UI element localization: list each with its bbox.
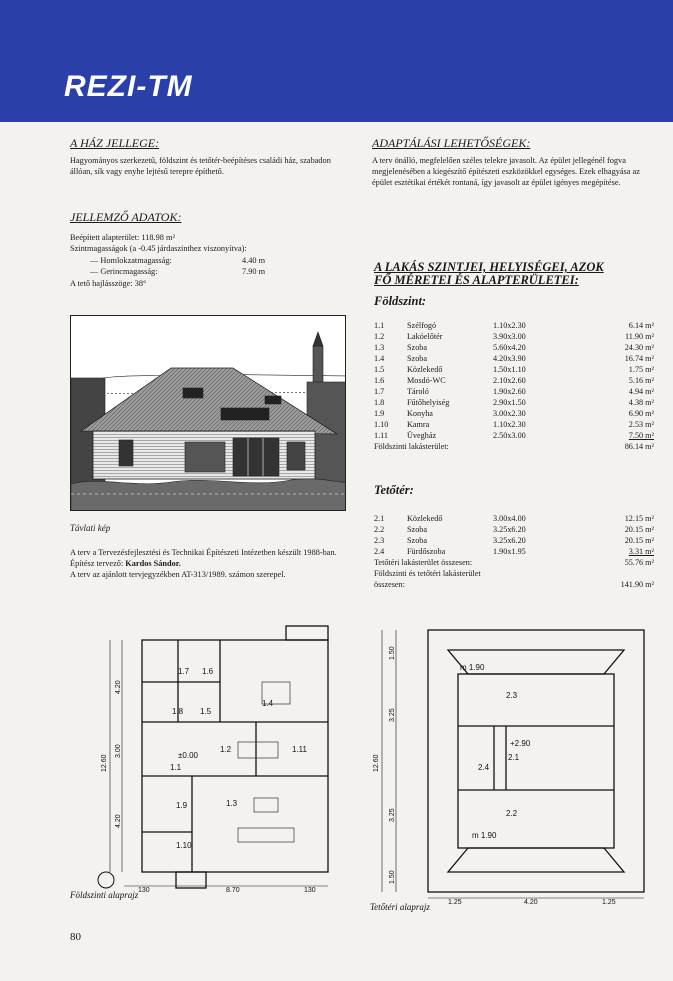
room-dim: 1.10x2.30 xyxy=(493,420,526,429)
room-dim: 1.90x2.60 xyxy=(493,387,526,396)
room-name: Szoba xyxy=(407,536,428,545)
room-row xyxy=(374,331,654,342)
ground-label: 1.3 xyxy=(226,799,238,808)
ground-label: 1.10 xyxy=(176,841,192,850)
total-label: összesen: xyxy=(374,580,405,589)
ground-label: 1.1 xyxy=(170,763,182,772)
room-area: 4.94 m² xyxy=(628,387,654,396)
room-area: 6.90 m² xyxy=(628,409,654,418)
room-code: 1.1 xyxy=(374,321,385,330)
attic-heading: Tetőtér: xyxy=(374,483,414,497)
room-code: 1.11 xyxy=(374,431,389,440)
room-name: Tároló xyxy=(407,387,429,396)
ground-dim: 4.20 xyxy=(115,814,122,828)
total-label: Földszinti lakásterület: xyxy=(374,442,449,451)
room-dim: 3.00x4.00 xyxy=(493,514,526,523)
ground-label: 1.6 xyxy=(202,667,214,676)
rooms-heading-1: A LAKÁS SZINTJEI, HELYISÉGEI, AZOK xyxy=(374,260,604,274)
attic-label: 2.2 xyxy=(506,809,518,818)
room-name: Közlekedő xyxy=(407,514,443,523)
roof-slope: A tető hajlásszöge: 38° xyxy=(70,279,147,288)
total-label: Földszinti és tetőtéri lakásterület xyxy=(374,569,481,578)
ridge-height-value: 7.90 m xyxy=(242,267,266,276)
room-row xyxy=(374,386,654,397)
attic-dim: 3.25 xyxy=(389,808,396,822)
room-area: 1.75 m² xyxy=(628,365,654,374)
adapt-text: A terv önálló, megfelelően széles telekre javasolt. Az épület jellegénél fogva megjelenésében a kiegészítő építészeti eszközökkel egységes. Ezek elhagyása az épület esztétikai értékét rontaná, így javasolt az épület igényes megépítése. xyxy=(372,156,640,188)
room-row xyxy=(374,397,654,408)
room-area: 6.14 m² xyxy=(628,321,654,330)
attic-label: 2.1 xyxy=(508,753,520,762)
ground-plan-caption: Földszinti alaprajz xyxy=(70,890,139,900)
room-code: 1.2 xyxy=(374,332,385,341)
ground-heading: Földszint: xyxy=(374,294,427,308)
adapt-heading: ADAPTÁLÁSI LEHETŐSÉGEK: xyxy=(372,136,531,150)
room-row xyxy=(374,320,654,331)
ground-label: 1.7 xyxy=(178,667,190,676)
ground-label: 1.4 xyxy=(262,699,274,708)
total-row xyxy=(374,557,654,568)
ground-label: 1.9 xyxy=(176,801,188,810)
title-banner xyxy=(0,0,673,122)
ground-dim: 8.70 xyxy=(226,887,240,894)
attic-plan-caption: Tetőtéri alaprajz xyxy=(370,902,430,912)
ground-floor-plan xyxy=(66,622,348,900)
room-code: 2.2 xyxy=(374,525,385,534)
room-code: 1.9 xyxy=(374,409,385,418)
attic-rooms-table xyxy=(374,513,654,590)
room-row xyxy=(374,513,654,524)
project-title: REZI-TM xyxy=(64,70,193,103)
room-dim: 4.20x3.90 xyxy=(493,354,526,363)
attic-floor-plan xyxy=(368,622,660,912)
rooms-heading-2: FŐ MÉRETEI ÉS ALAPTERÜLETEI: xyxy=(374,273,579,287)
room-code: 1.7 xyxy=(374,387,385,396)
room-name: Szélfogó xyxy=(407,321,437,330)
house-illustration xyxy=(71,316,346,511)
ground-rooms-table xyxy=(374,320,654,452)
room-row xyxy=(374,524,654,535)
room-code: 2.1 xyxy=(374,514,385,523)
designer-name: Kardos Sándor. xyxy=(125,559,181,569)
room-area: 20.15 m² xyxy=(624,536,654,545)
built-area: Beépített alapterület: 118.98 m² xyxy=(70,233,175,242)
room-code: 2.3 xyxy=(374,536,385,545)
front-height-label: — Homlokzatmagasság: xyxy=(90,256,172,265)
design-text xyxy=(70,547,347,581)
total-value xyxy=(553,568,654,579)
room-name: Üvegház xyxy=(407,431,437,440)
room-row xyxy=(374,430,654,441)
room-row xyxy=(374,419,654,430)
room-name: Mosdó-WC xyxy=(407,376,446,385)
room-name: Lakóelőtér xyxy=(407,332,443,341)
room-dim: 3.90x3.00 xyxy=(493,332,526,341)
design-text-2: A terv az ajánlott tervjegyzékben AT-313/1989. számon szerepel. xyxy=(70,570,286,580)
attic-label: 2.3 xyxy=(506,691,518,700)
total-label: Tetőtéri lakásterület összesen: xyxy=(374,558,473,567)
attic-label: m 1.90 xyxy=(460,663,485,672)
ground-dim: 4.20 xyxy=(115,680,122,694)
north-arrow-icon xyxy=(98,872,114,888)
ground-dim: 130 xyxy=(138,887,150,894)
attic-label: m 1.90 xyxy=(472,831,497,840)
ground-label: 1.11 xyxy=(292,745,307,754)
room-dim: 1.10x2.30 xyxy=(493,321,526,330)
room-row xyxy=(374,408,654,419)
total-value: 86.14 m² xyxy=(624,442,654,451)
ground-label: 1.5 xyxy=(200,707,212,716)
attic-dim: 12.60 xyxy=(373,754,380,772)
room-dim: 2.10x2.60 xyxy=(493,376,526,385)
room-area: 2.53 m² xyxy=(628,420,654,429)
room-area: 3.31 m² xyxy=(628,547,654,556)
total-row xyxy=(374,568,654,579)
design-text-1: A terv a Tervezésfejlesztési és Technikai Építészeti Intézetben készült 1988-ban. Építész tervező: xyxy=(70,548,337,569)
attic-dim: 3.25 xyxy=(389,708,396,722)
room-name: Kamra xyxy=(407,420,430,429)
room-code: 1.3 xyxy=(374,343,385,352)
front-height-value: 4.40 m xyxy=(242,256,266,265)
attic-dim: 1.50 xyxy=(389,646,396,660)
room-dim: 2.90x1.50 xyxy=(493,398,526,407)
attic-label: 2.4 xyxy=(478,763,490,772)
room-code: 1.8 xyxy=(374,398,385,407)
room-code: 2.4 xyxy=(374,547,385,556)
room-code: 1.10 xyxy=(374,420,389,429)
room-name: Fürdőszoba xyxy=(407,547,446,556)
attic-dim: 1.25 xyxy=(602,899,616,906)
room-dim: 1.90x1.95 xyxy=(493,547,526,556)
room-row xyxy=(374,342,654,353)
room-code: 1.6 xyxy=(374,376,385,385)
room-name: Szoba xyxy=(407,343,428,352)
ground-dim: 12.60 xyxy=(101,754,108,772)
room-area: 12.15 m² xyxy=(624,514,654,523)
heights-label: Szintmagasságok (a -0.45 járdaszinthez viszonyítva): xyxy=(70,244,247,253)
page-number: 80 xyxy=(70,931,81,943)
room-row xyxy=(374,535,654,546)
room-row xyxy=(374,375,654,386)
ground-label: 1.8 xyxy=(172,707,184,716)
room-code: 1.5 xyxy=(374,365,385,374)
room-area: 16.74 m² xyxy=(624,354,654,363)
room-area: 5.16 m² xyxy=(628,376,654,385)
total-value: 141.90 m² xyxy=(620,580,654,589)
ground-label: 1.2 xyxy=(220,745,232,754)
ground-dim: 130 xyxy=(304,887,316,894)
room-area: 4.38 m² xyxy=(628,398,654,407)
total-row xyxy=(374,441,654,452)
total-row xyxy=(374,579,654,590)
room-row xyxy=(374,364,654,375)
room-row xyxy=(374,546,654,557)
room-row xyxy=(374,353,654,364)
room-dim: 3.25x6.20 xyxy=(493,525,526,534)
total-value: 55.76 m² xyxy=(624,558,654,567)
room-dim: 5.60x4.20 xyxy=(493,343,526,352)
room-name: Konyha xyxy=(407,409,433,418)
data-heading: JELLEMZŐ ADATOK: xyxy=(70,210,182,224)
ground-dim: 3.00 xyxy=(115,744,122,758)
attic-dim: 1.50 xyxy=(389,870,396,884)
room-area: 7.50 m² xyxy=(628,431,654,440)
photo-caption: Távlati kép xyxy=(70,523,111,533)
character-text: Hagyományos szerkezetű, földszint és tetőtér-beépítéses családi ház, szabadon állóan, sík vagy enyhe lejtésű terepre építhető. xyxy=(70,156,331,177)
room-area: 11.90 m² xyxy=(625,332,654,341)
room-name: Fűtőhelyiség xyxy=(407,398,450,407)
room-area: 20.15 m² xyxy=(624,525,654,534)
room-name: Szoba xyxy=(407,354,428,363)
perspective-drawing xyxy=(70,315,346,511)
ridge-height-label: — Gerincmagasság: xyxy=(90,267,158,276)
room-dim: 3.25x6.20 xyxy=(493,536,526,545)
ground-label: ±0.00 xyxy=(178,751,198,760)
character-heading: A HÁZ JELLEGE: xyxy=(70,136,160,150)
attic-dim: 4.20 xyxy=(524,899,538,906)
room-area: 24.30 m² xyxy=(624,343,654,352)
attic-dim: 1.25 xyxy=(448,899,462,906)
room-code: 1.4 xyxy=(374,354,385,363)
room-name: Szoba xyxy=(407,525,428,534)
room-dim: 3.00x2.30 xyxy=(493,409,526,418)
room-name: Közlekedő xyxy=(407,365,443,374)
room-dim: 2.50x3.00 xyxy=(493,431,526,440)
room-dim: 1.50x1.10 xyxy=(493,365,526,374)
attic-label: +2.90 xyxy=(510,739,531,748)
